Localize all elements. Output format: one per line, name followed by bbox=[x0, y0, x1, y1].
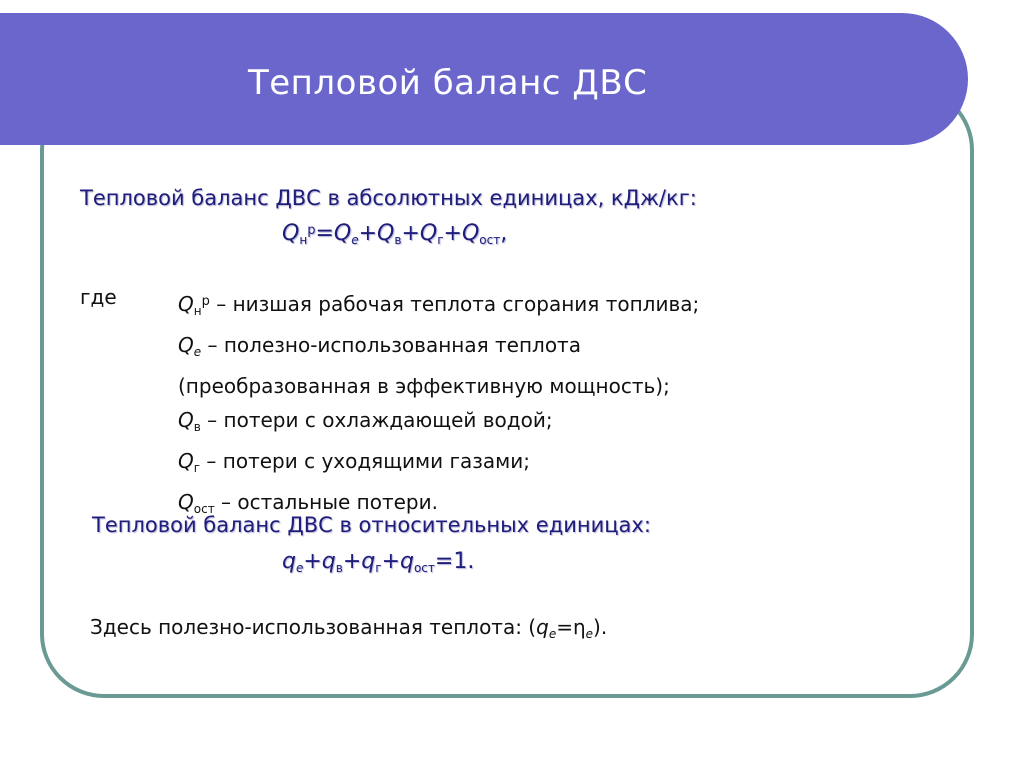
title-bar bbox=[0, 13, 968, 145]
note-prefix: Здесь полезно-использованная теплота: ( bbox=[90, 615, 537, 639]
efficiency-note: Здесь полезно-использованная теплота: $(q_e=\eta_e)$. bbox=[90, 615, 608, 641]
definitions-list bbox=[178, 285, 699, 526]
definition-text: – остальные потери. bbox=[214, 490, 438, 514]
definition-item bbox=[178, 369, 699, 403]
definition-item: $Q_г$ – потери с уходящими газами; bbox=[178, 449, 530, 475]
definition-item: $Q_e$ – полезно-использованная теплота bbox=[178, 333, 581, 359]
slide-title: Тепловой баланс ДВС bbox=[248, 63, 648, 103]
definition-text: (преобразованная в эффективную мощность); bbox=[178, 374, 670, 398]
definition-text: – потери с уходящими газами; bbox=[200, 449, 530, 473]
title-underline bbox=[232, 146, 906, 150]
definition-text: – полезно-использованная теплота bbox=[201, 333, 581, 357]
absolute-units-heading: Тепловой баланс ДВС в абсолютных единицах, кДж/кг: bbox=[80, 186, 697, 210]
where-label: где bbox=[80, 285, 117, 309]
formula-end: =1. bbox=[434, 549, 475, 574]
definition-item: $Q_в$ – потери с охлаждающей водой; bbox=[178, 408, 553, 434]
relative-units-heading: Тепловой баланс ДВС в относительных единицах: bbox=[92, 513, 651, 537]
definition-text: – низшая рабочая теплота сгорания топлива; bbox=[209, 292, 700, 316]
definition-item: $Q_{ост}$ – остальные потери. bbox=[178, 490, 438, 516]
formula-suffix: , bbox=[500, 221, 508, 246]
definition-text: – потери с охлаждающей водой; bbox=[200, 408, 553, 432]
absolute-balance-formula: $Q_н^р=Q_e+Q_в+Q_г+Q_{ост}$, bbox=[282, 221, 508, 247]
note-suffix: ). bbox=[593, 615, 608, 639]
relative-balance-formula: $q_e+q_в+q_г+q_{ост}=1$. bbox=[282, 549, 475, 575]
definition-item: $Q_н^р$ – низшая рабочая теплота сгорания топлива; bbox=[178, 292, 700, 318]
